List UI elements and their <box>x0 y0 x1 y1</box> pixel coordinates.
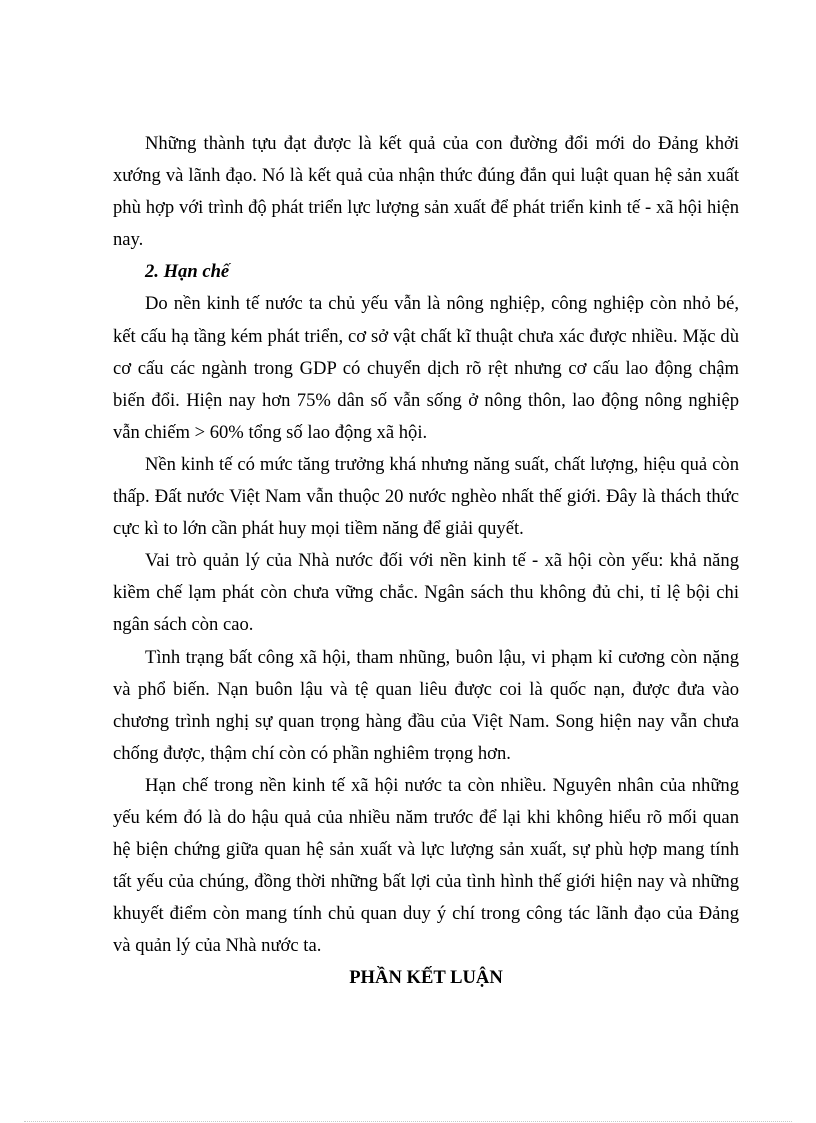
paragraph-causes: Hạn chế trong nền kinh tế xã hội nước ta còn nhiều. Nguyên nhân của những yếu kém đó là do hậu quả của nhiều năm trước để lại khi không hiểu rõ mối quan hệ biện chứng giữa quan hệ sản xuất và lực lượng sản xuất, sự phù hợp mang tính tất yếu của chúng, đồng thời những bất lợi của tình hình thế giới hiện nay và những khuyết điểm còn mang tính chủ quan duy ý chí trong công tác lãnh đạo của Đảng và quản lý của Nhà nước ta. <box>113 774 739 957</box>
part-heading-conclusion: PHẦN KẾT LUẬN <box>349 967 503 989</box>
paragraph-social-issues: Tình trạng bất công xã hội, tham nhũng, buôn lậu, vi phạm kỉ cương còn nặng và phổ biến. Nạn buôn lậu và tệ quan liêu được coi là quốc nạn, được đưa vào chương trình nghị sự quan trọng hàng đầu của Việt Nam. Song hiện nay vẫn chưa chống được, thậm chí còn có phần nghiêm trọng hơn. <box>113 646 739 764</box>
paragraph-state-management: Vai trò quản lý của Nhà nước đối với nền kinh tế - xã hội còn yếu: khả năng kiềm chế lạm phát còn chưa vững chắc. Ngân sách thu không đủ chi, tỉ lệ bội chi ngân sách còn cao. <box>113 550 739 636</box>
section-heading-limitations: 2. Hạn chế <box>145 261 230 283</box>
document-body <box>113 128 739 995</box>
page-bottom-divider <box>24 1121 792 1122</box>
paragraph-growth-efficiency: Nền kinh tế có mức tăng trưởng khá nhưng năng suất, chất lượng, hiệu quả còn thấp. Đất nước Việt Nam vẫn thuộc 20 nước nghèo nhất thế giới. Đây là thách thức cực kì to lớn cần phát huy mọi tiềm năng để giải quyết. <box>113 453 739 540</box>
paragraph-economy-structure: Do nền kinh tế nước ta chủ yếu vẫn là nông nghiệp, công nghiệp còn nhỏ bé, kết cấu hạ tầng kém phát triển, cơ sở vật chất kĩ thuật chưa xác được nhiều. Mặc dù cơ cấu các ngành trong GDP có chuyển dịch rõ rệt nhưng cơ cấu lao động chậm biến đổi. Hiện nay hơn 75% dân số vẫn sống ở nông thôn, lao động nông nghiệp vẫn chiếm > 60% tổng số lao động xã hội. <box>113 293 739 443</box>
paragraph-achievements: Những thành tựu đạt được là kết quả của con đường đổi mới do Đảng khởi xướng và lãnh đạo. Nó là kết quả của nhận thức đúng đắn qui luật quan hệ sản xuất phù hợp với trình độ phát triển lực lượng sản xuất để phát triển kinh tế - xã hội hiện nay. <box>113 133 739 251</box>
